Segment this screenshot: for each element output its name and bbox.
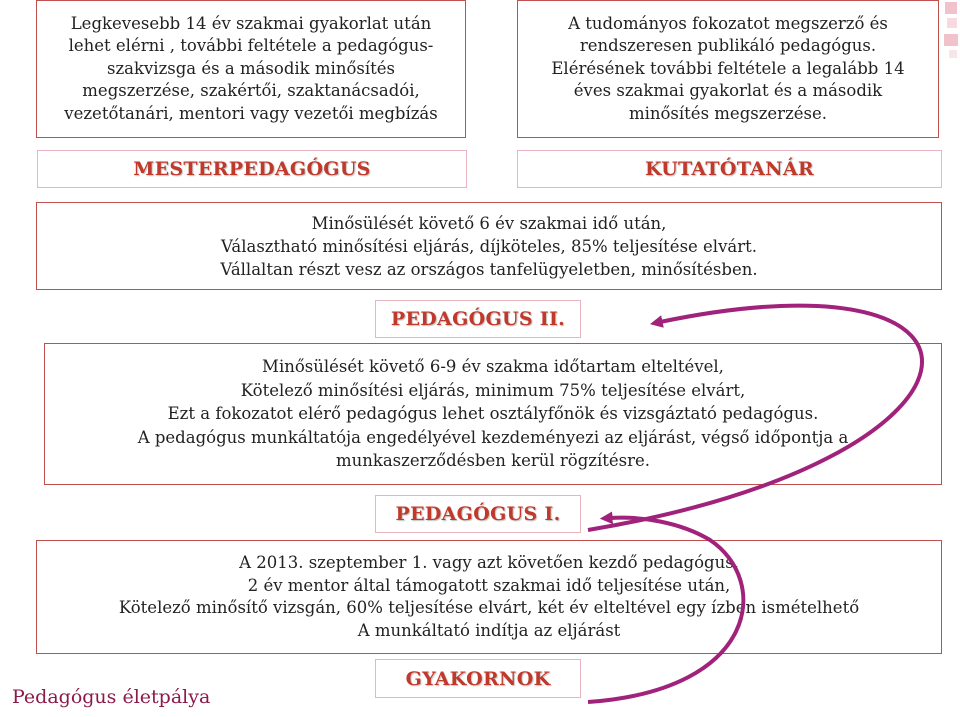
pedagogus-2-description	[36, 202, 942, 290]
footer-title: Pedagógus életpálya	[12, 686, 211, 708]
pedagogus-1-description-text: Minősülését követő 6-9 év szakma időtartam elteltével, Kötelező minősítési eljárás, minimum 75% teljesítése elvárt, Ezt a fokozatot elérő pedagógus lehet osztályfőnök és vizsgáztató pedagógus. A pedagógus munkáltatója engedélyével kezdeményezi az eljárást, végső időpontja a munkaszerződésben kerül rögzítésre.	[137, 357, 849, 471]
kutatotanar-title: KUTATÓTANÁR	[517, 150, 942, 188]
pedagogus-1-title: PEDAGÓGUS I.	[375, 495, 581, 533]
pedagogus-2-description-text: Minősülését követő 6 év szakmai idő után, Választható minősítési eljárás, díjköteles, 85% teljesítése elvárt. Vállaltan részt vesz az országos tanfelügyeletben, minősítésben.	[220, 213, 758, 279]
kutatotanar-description	[517, 0, 939, 138]
gyakornok-description	[36, 540, 942, 654]
kutatotanar-description-text: A tudományos fokozatot megszerző és rendszeresen publikáló pedagógus. Elérésének további feltétele a legalább 14 éves szakmai gyakorlat és a második minősítés megszerzése.	[551, 13, 905, 123]
mesterpedagogus-description	[36, 0, 466, 138]
pedagogus-1-description	[44, 343, 942, 485]
mesterpedagogus-title: MESTERPEDAGÓGUS	[37, 150, 467, 188]
pedagogus-2-title: PEDAGÓGUS II.	[375, 300, 581, 338]
gyakornok-description-text: A 2013. szeptember 1. vagy azt követően kezdő pedagógus, 2 év mentor által támogatott szakmai idő teljesítése után, Kötelező minősítő vizsgán, 60% teljesítése elvárt, két év elteltével egy ízben ismételhető A munkáltató indítja az eljárást	[118, 553, 860, 640]
corner-decoration-icon	[942, 0, 960, 70]
gyakornok-title: GYAKORNOK	[375, 659, 581, 698]
mesterpedagogus-description-text: Legkevesebb 14 év szakmai gyakorlat után lehet elérni , további feltétele a pedagógus- szakvizsga és a második minősítés megszerzése, szakértői, szaktanácsadói, vezetőtanári, mentori vagy vezetői megbízás	[64, 13, 438, 123]
